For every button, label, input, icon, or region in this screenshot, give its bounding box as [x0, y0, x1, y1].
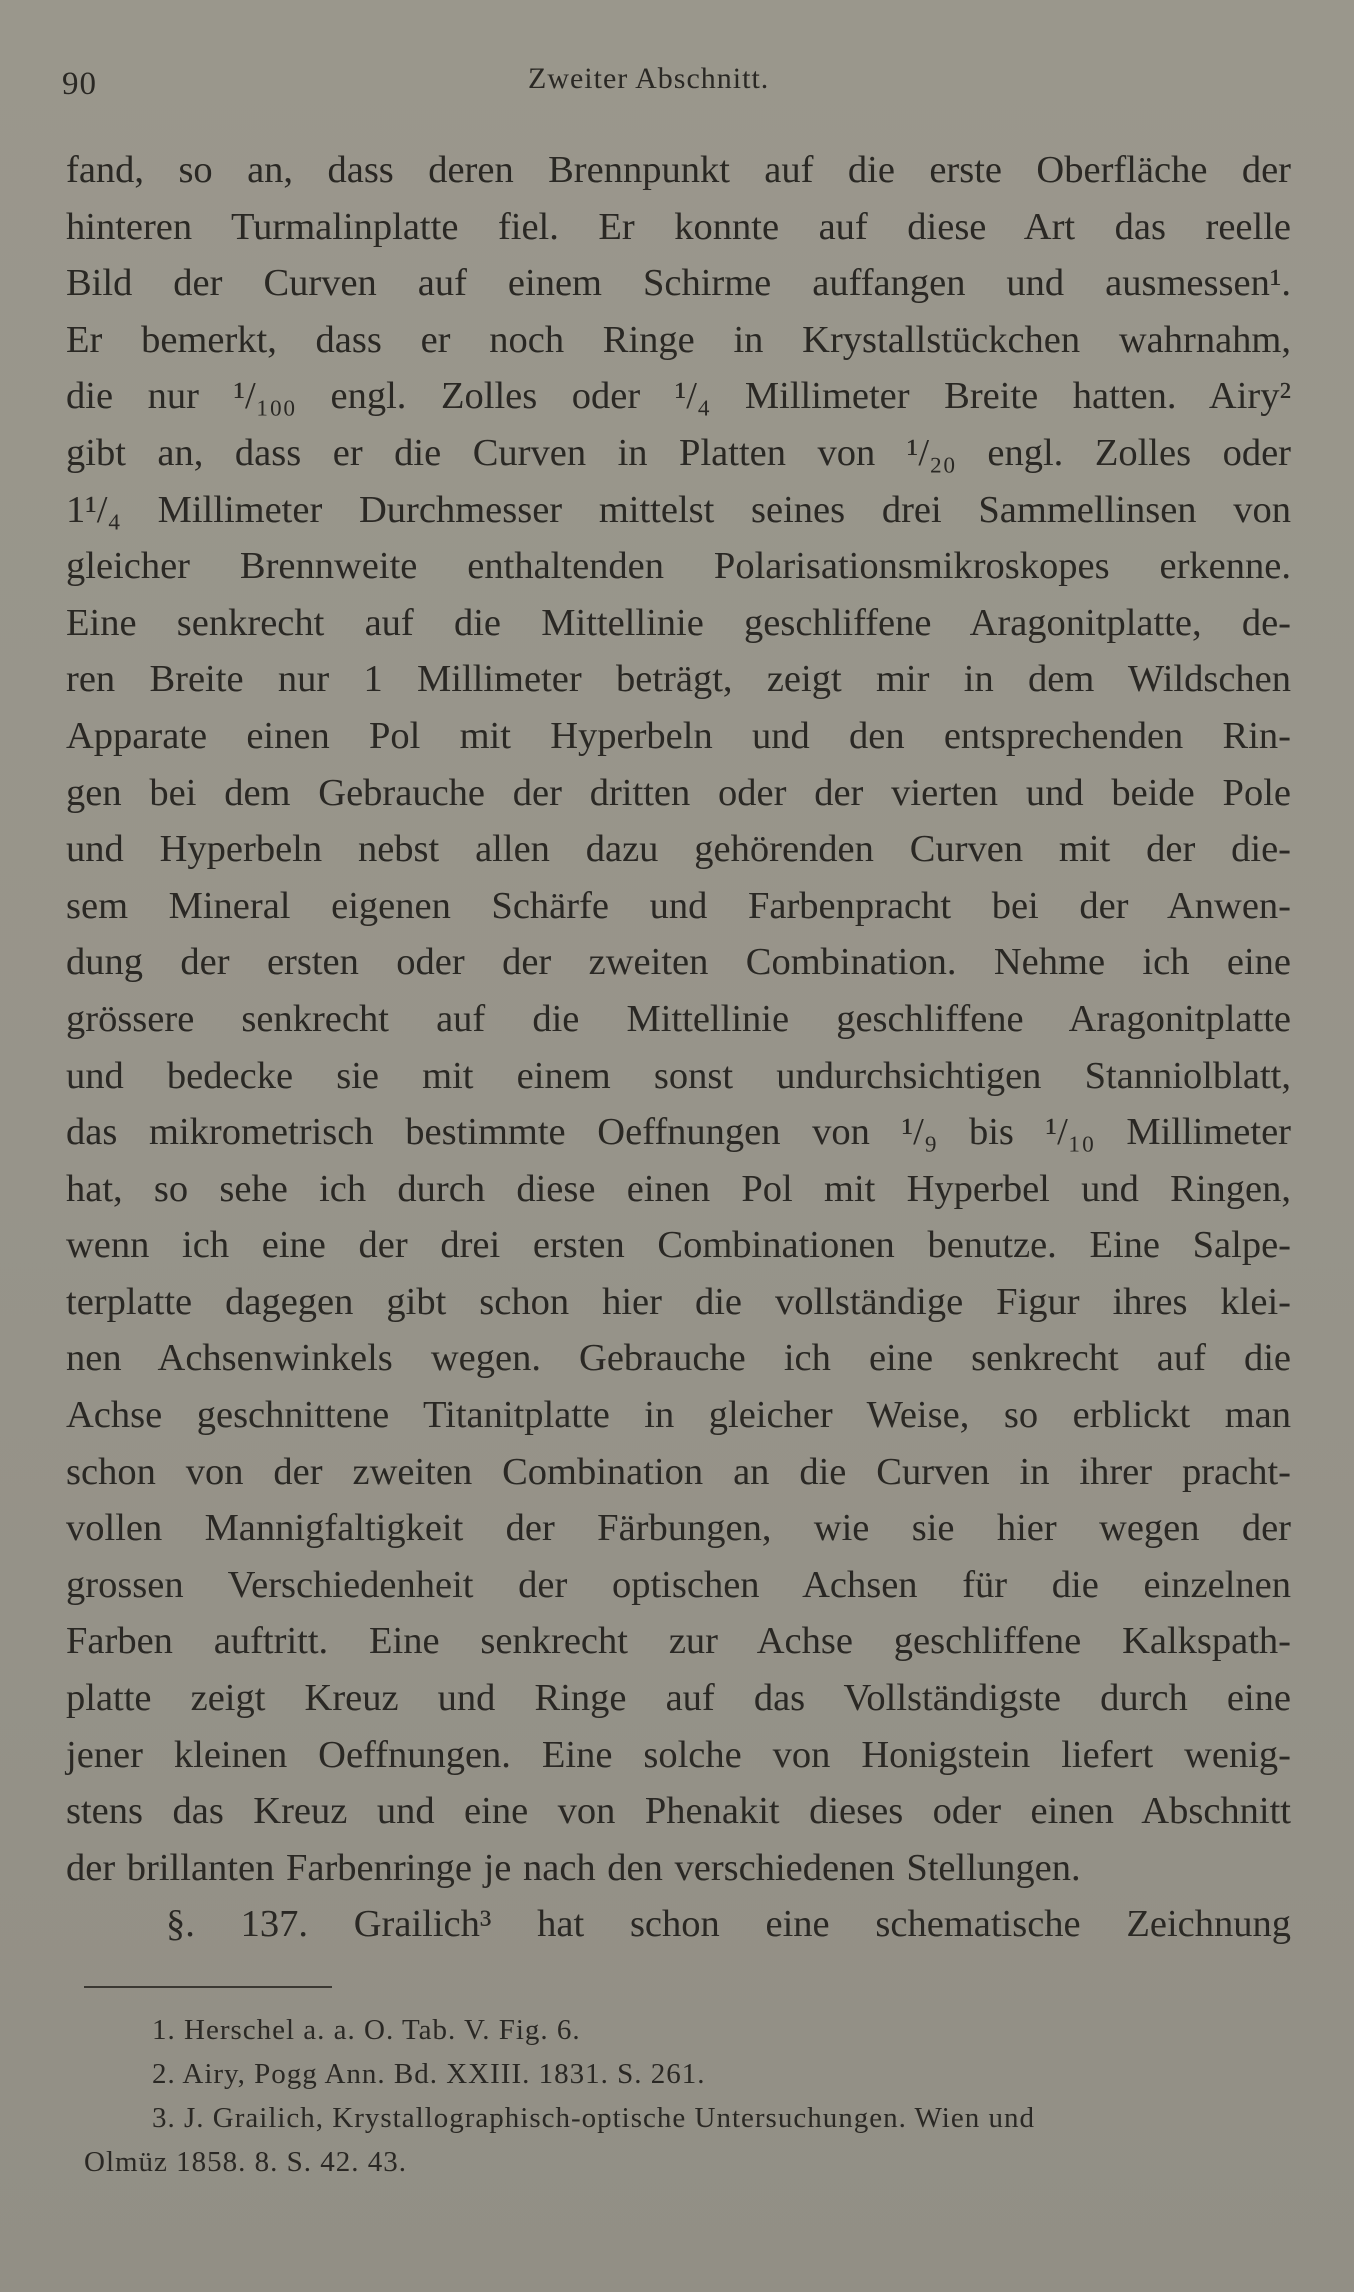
text-line: gleicher Brennweite enthaltenden Polarisationsmikroskopes erkenne. — [66, 545, 1291, 588]
text-line: vollen Mannigfaltigkeit der Färbungen, wie sie hier wegen der — [66, 1507, 1291, 1550]
footnote: 3. J. Grailich, Krystallographisch-optische Untersuchungen. Wien und — [152, 2102, 1035, 2134]
footnotes — [84, 2008, 1304, 2184]
text-line: fand, so an, dass deren Brennpunkt auf die erste Oberfläche der — [66, 149, 1291, 191]
text-line: Bild der Curven auf einem Schirme auffangen und ausmessen¹. — [66, 262, 1291, 305]
text-line: 1¹/₄ Millimeter Durchmesser mittelst seines drei Sammellinsen von — [66, 488, 1291, 531]
running-head — [60, 62, 1294, 112]
text-line: ren Breite nur 1 Millimeter beträgt, zeigt mir in dem Wildschen — [66, 658, 1291, 701]
text-line: Apparate einen Pol mit Hyperbeln und den entsprechenden Rin- — [66, 714, 1291, 757]
text-line: stens das Kreuz und eine von Phenakit dieses oder einen Abschnitt — [66, 1790, 1291, 1833]
text-line: Eine senkrecht auf die Mittellinie geschliffene Aragonitplatte, de- — [66, 601, 1291, 644]
footnote: 2. Airy, Pogg Ann. Bd. XXIII. 1831. S. 261. — [152, 2058, 706, 2090]
text-line: grössere senkrecht auf die Mittellinie geschliffene Aragonitplatte — [66, 997, 1291, 1040]
text-line: gen bei dem Gebrauche der dritten oder der vierten und beide Pole — [66, 771, 1291, 814]
text-line: nen Achsenwinkels wegen. Gebrauche ich eine senkrecht auf die — [66, 1337, 1291, 1380]
text-line: terplatte dagegen gibt schon hier die vollständige Figur ihres klei- — [66, 1280, 1291, 1323]
section-paragraph-start: §. 137. Grailich³ hat schon eine schematische Zeichnung — [166, 1903, 1291, 1946]
text-line: der brillanten Farbenringe je nach den verschiedenen Stellungen. — [66, 1846, 1081, 1889]
text-line: jener kleinen Oeffnungen. Eine solche von Honigstein liefert wenig- — [66, 1733, 1291, 1776]
text-line: schon von der zweiten Combination an die Curven in ihrer pracht- — [66, 1450, 1291, 1493]
text-line: hinteren Turmalinplatte fiel. Er konnte auf diese Art das reelle — [66, 205, 1291, 248]
section-title: Zweiter Abschnitt. — [528, 62, 770, 95]
text-line: Farben auftritt. Eine senkrecht zur Achse geschliffene Kalkspath- — [66, 1620, 1291, 1663]
text-line: dung der ersten oder der zweiten Combination. Nehme ich eine — [66, 941, 1291, 984]
text-line: gibt an, dass er die Curven in Platten von ¹/₂₀ engl. Zolles oder — [66, 431, 1291, 474]
footnote-continuation: Olmüz 1858. 8. S. 42. 43. — [84, 2146, 408, 2178]
text-line: Er bemerkt, dass er noch Ringe in Krystallstückchen wahrnahm, — [66, 318, 1291, 361]
text-line: die nur ¹/₁₀₀ engl. Zolles oder ¹/₄ Millimeter Breite hatten. Airy² — [66, 375, 1291, 418]
footnote: 1. Herschel a. a. O. Tab. V. Fig. 6. — [152, 2014, 581, 2046]
text-line: das mikrometrisch bestimmte Oeffnungen von ¹/₉ bis ¹/₁₀ Millimeter — [66, 1111, 1291, 1154]
text-line: wenn ich eine der drei ersten Combinationen benutze. Eine Salpe- — [66, 1224, 1291, 1267]
text-line: und bedecke sie mit einem sonst undurchsichtigen Stanniolblatt, — [66, 1054, 1291, 1097]
page-number: 90 — [62, 66, 97, 102]
text-line: sem Mineral eigenen Schärfe und Farbenpracht bei der Anwen- — [66, 884, 1291, 927]
text-line: grossen Verschiedenheit der optischen Achsen für die einzelnen — [66, 1563, 1291, 1606]
text-line: hat, so sehe ich durch diese einen Pol mit Hyperbel und Ringen, — [66, 1167, 1291, 1210]
footnote-divider — [84, 1986, 332, 1988]
text-line: platte zeigt Kreuz und Ringe auf das Vollständigste durch eine — [66, 1677, 1291, 1720]
text-line: Achse geschnittene Titanitplatte in gleicher Weise, so erblickt man — [66, 1394, 1291, 1437]
text-line: und Hyperbeln nebst allen dazu gehörenden Curven mit der die- — [66, 828, 1291, 871]
body-text — [66, 142, 1291, 1953]
